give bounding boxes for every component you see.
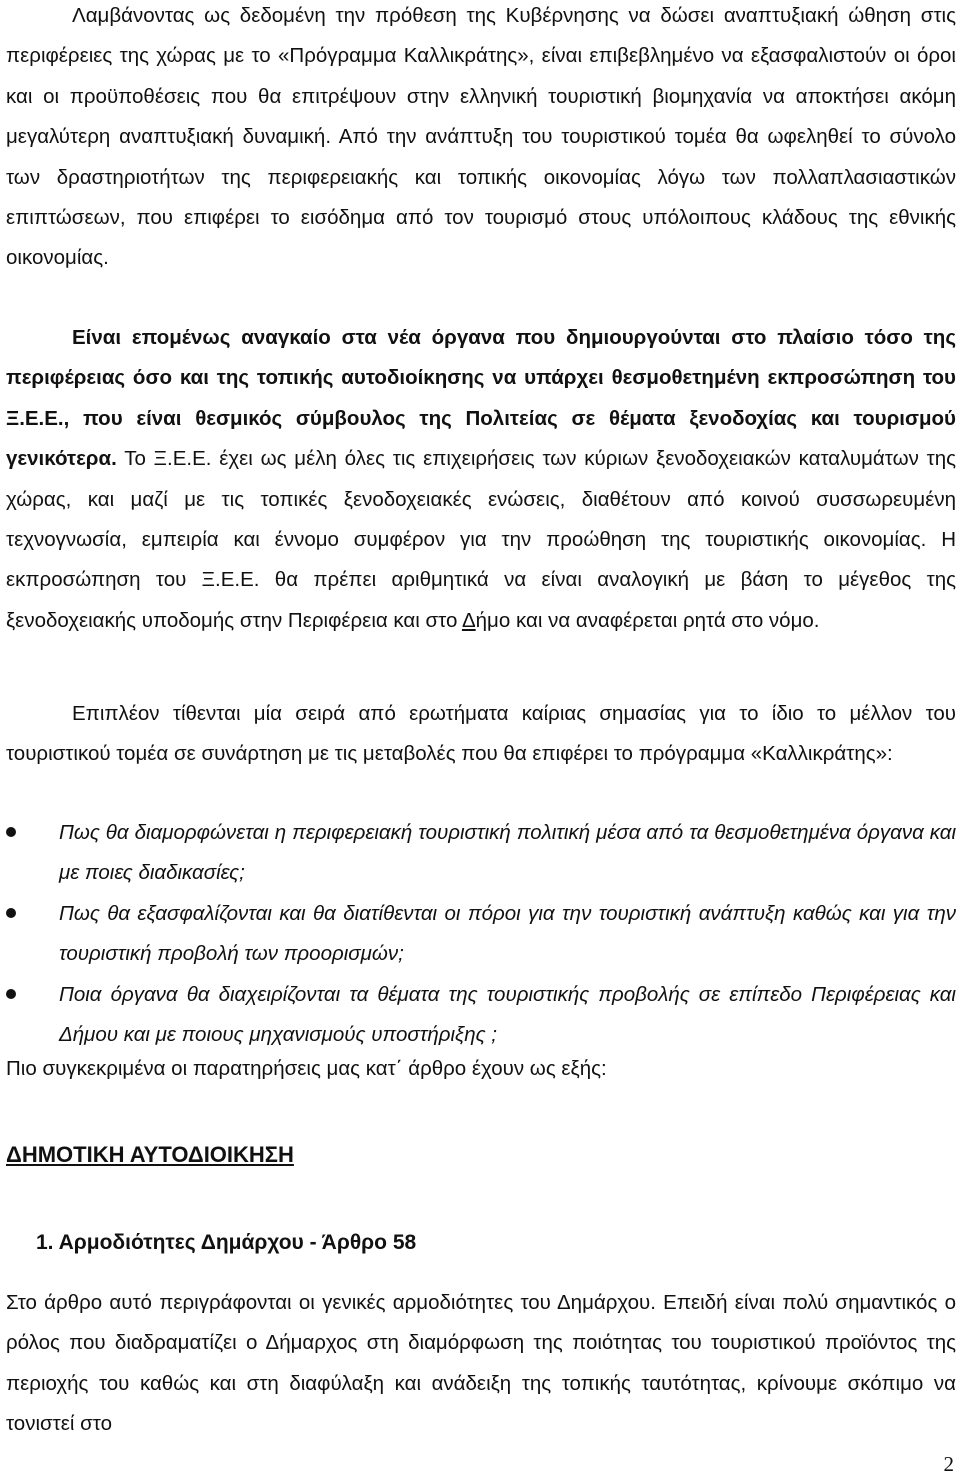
paragraph-intro — [6, 0, 956, 279]
list-item-text: Πως θα διαμορφώνεται η περιφερειακή τουριστική πολιτική μέσα από τα θεσμοθετημένα όργανα και με ποιες διαδικασίες; — [59, 821, 956, 885]
bullet-icon — [6, 827, 16, 837]
list-item — [6, 975, 956, 1056]
underlined-letter: Δ — [461, 608, 476, 632]
bullet-icon — [6, 989, 16, 999]
paragraph-intro-part1: Λαμβάνοντας ως δεδομένη την πρόθεση της Κυβέρνησης να δώσει αναπτυξιακή ώθηση στις περιφέρειες της χώρας με το «Πρόγραμμα Καλλικράτης», είναι επιβεβλημένο να εξασφαλιστούν οι όροι και οι προϋποθέσεις που θα επιτρέψουν στην ελληνική τουριστική βιομηχανία να αποκτήσει ακόμη μεγαλύτερη αναπτυξιακή δυναμική. — [6, 4, 956, 149]
section-heading: ΔΗΜΟΤΙΚΗ ΑΥΤΟΔΙΟΙΚΗΣΗ — [6, 1142, 294, 1167]
intro-line: Πιο συγκεκριμένα οι παρατηρήσεις μας κατ΄ άρθρο έχουν ως εξής: — [6, 1057, 607, 1080]
list-item-text: Ποια όργανα θα διαχειρίζονται τα θέματα της τουριστικής προβολής σε επίπεδο Περιφέρειας και Δήμου και με ποιους μηχανισμούς υποστήριξης ; — [59, 982, 956, 1047]
list-item — [6, 894, 956, 975]
list-item — [6, 813, 956, 894]
paragraph-representation-bold: Είναι επομένως αναγκαίο στα νέα όργανα που δημιουργούνται στο πλαίσιο τόσο της περιφέρειας όσο και της τοπικής αυτοδιοίκησης να υπάρχει θεσμοθετημένη εκπροσώπηση του Ξ.Ε.Ε., που είναι θεσμικός σύμβουλος της Πολιτείας σε θέματα ξενοδοχίας και τουρισμού γενικότερα. — [6, 326, 956, 471]
subsection-heading: 1. Αρμοδιότητες Δημάρχου - Άρθρο 58 — [36, 1231, 417, 1254]
paragraph-representation-normal-a: Το Ξ.Ε.Ε. έχει ως μέλη όλες τις επιχειρήσεις των κύριων ξενοδοχειακών καταλυμάτων της χώρας, και μαζί με τις τοπικές ξενοδοχειακές ενώσεις, διαθέτουν από κοινού συσσωρευμένη τεχνογνωσία, εμπειρία και έννομο συμφέρον για την προώθηση της τουριστικής οικονομίας. Η εκπροσώπηση του Ξ.Ε.Ε. θα πρέπει αριθμητικά να είναι αναλογική με βάση το μέγεθος της ξενοδοχειακής υποδομής στην Περιφέρεια και στο — [6, 447, 956, 632]
paragraph-representation — [6, 318, 956, 641]
paragraph-article-58: Στο άρθρο αυτό περιγράφονται οι γενικές αρμοδιότητες του Δημάρχου. Επειδή είναι πολύ σημαντικός ο ρόλος που διαδραματίζει ο Δήμαρχος στη διαμόρφωση της ποιότητας του τουριστικού προϊόντος της περιοχής του καθώς και στη διαφύλαξη και ανάδειξη της τοπικής ταυτότητας, κρίνουμε σκόπιμο να τονιστεί στο — [6, 1291, 956, 1436]
page-number: 2 — [943, 1452, 954, 1476]
paragraph-questions-intro: Επιπλέον τίθενται μία σειρά από ερωτήματα καίριας σημασίας για το ίδιο το μέλλον του τουριστικού τομέα σε συνάρτηση με τις μεταβολές που θα επιφέρει το πρόγραμμα «Καλλικράτης»: — [6, 702, 956, 766]
questions-list — [6, 813, 956, 1055]
paragraph-intro-part2: Από την ανάπτυξη του τουριστικού τομέα θα ωφεληθεί το σύνολο των δραστηριοτήτων της περιφερειακής και τοπικής οικονομίας λόγω των πολλαπλασιαστικών επιπτώσεων, που επιφέρει το εισόδημα από τον τουρισμό στους υπόλοιπους κλάδους της εθνικής οικονομίας. — [6, 125, 956, 270]
paragraph-representation-normal-b: ήμο και να αναφέρεται ρητά στο νόμο. — [475, 608, 820, 632]
list-item-text: Πως θα εξασφαλίζονται και θα διατίθενται οι πόροι για την τουριστική ανάπτυξη καθώς και για την τουριστική προβολή των προορισμών; — [59, 901, 956, 966]
bullet-icon — [6, 908, 16, 918]
